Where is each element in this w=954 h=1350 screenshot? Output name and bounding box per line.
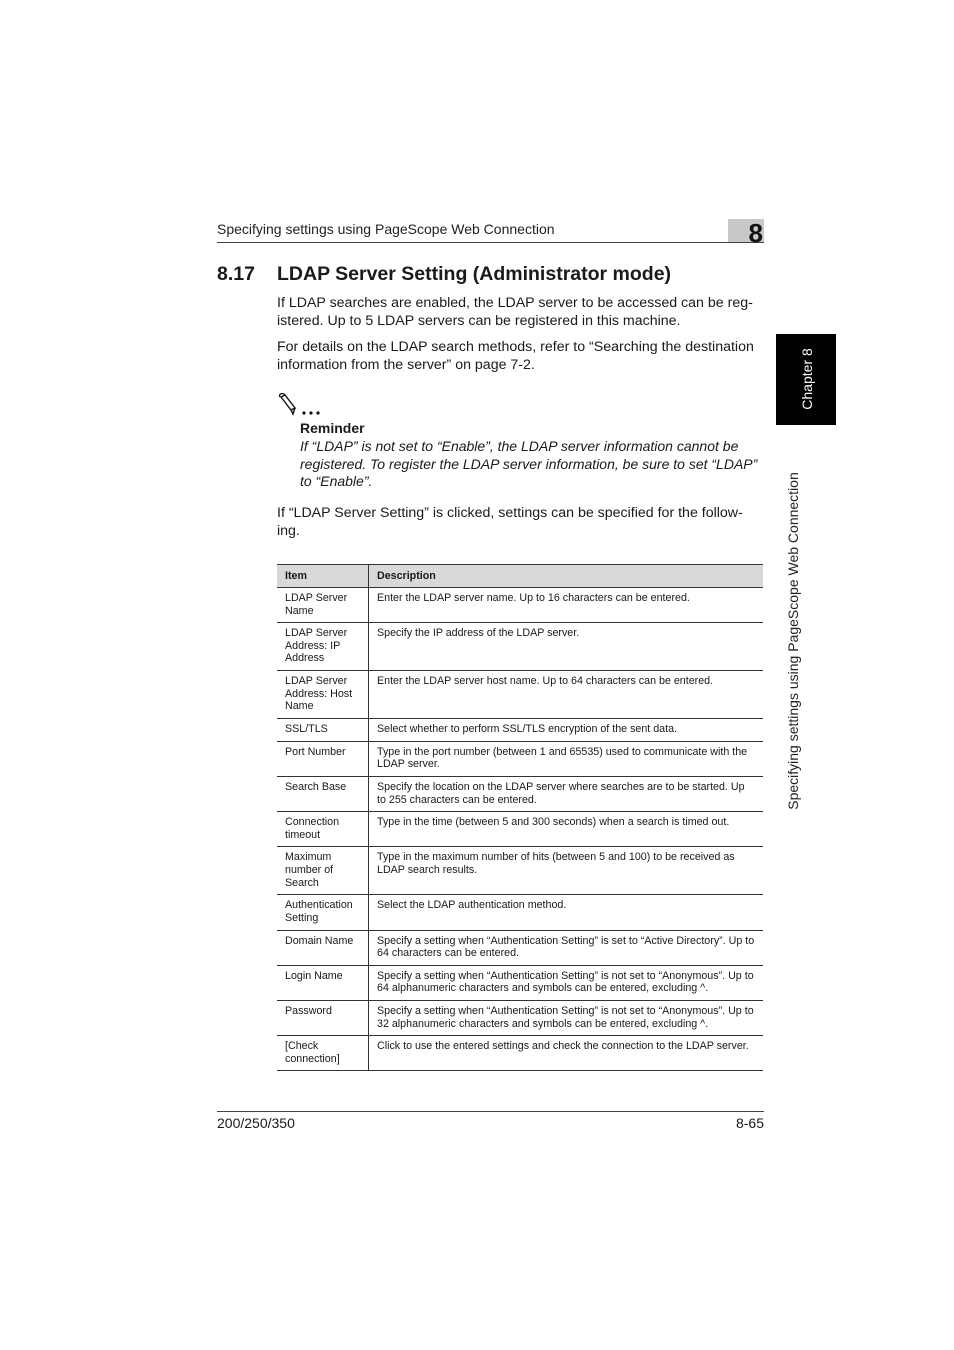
column-header-item: Item — [277, 565, 369, 588]
table-row — [277, 965, 763, 1000]
item-cell: Password — [277, 1000, 369, 1035]
table-row — [277, 588, 763, 623]
chapter-number-box — [728, 218, 764, 248]
description-cell: Specify the IP address of the LDAP server. — [369, 623, 764, 671]
description-cell: Type in the maximum number of hits (between 5 and 100) to be received as LDAP search results. — [369, 847, 764, 895]
running-header-title: Specifying settings using PageScope Web Connection — [217, 221, 555, 237]
table-row — [277, 719, 763, 742]
description-cell: Select whether to perform SSL/TLS encryption of the sent data. — [369, 719, 764, 742]
description-cell: Specify a setting when “Authentication Setting” is set to “Active Directory”. Up to 64 characters can be entered. — [369, 930, 764, 965]
column-header-description: Description — [369, 565, 764, 588]
item-cell: LDAP Server Address: IP Address — [277, 623, 369, 671]
item-cell: Search Base — [277, 776, 369, 811]
reminder-text: If “LDAP” is not set to “Enable”, the LDAP server information cannot be registered. To register the LDAP server information, be sure to set “LDAP” to “Enable”. — [300, 438, 758, 490]
reminder-heading: Reminder — [300, 420, 365, 436]
item-cell: LDAP Server Address: Host Name — [277, 671, 369, 719]
table-row — [277, 741, 763, 776]
description-cell: Specify the location on the LDAP server where searches are to be started. Up to 255 characters can be entered. — [369, 776, 764, 811]
table-row — [277, 847, 763, 895]
table-row — [277, 812, 763, 847]
running-header — [217, 218, 764, 248]
item-cell: LDAP Server Name — [277, 588, 369, 623]
description-cell: Type in the port number (between 1 and 65535) used to communicate with the LDAP server. — [369, 741, 764, 776]
intro-paragraph: If LDAP searches are enabled, the LDAP server to be accessed can be reg-istered. Up to 5 LDAP servers can be registered in this machine. — [277, 295, 753, 329]
description-cell: Specify a setting when “Authentication Setting” is not set to “Anonymous”. Up to 64 alphanumeric characters and symbols can be entered, excluding ^. — [369, 965, 764, 1000]
item-cell: Domain Name — [277, 930, 369, 965]
table-header-row — [277, 565, 763, 588]
item-cell: Connection timeout — [277, 812, 369, 847]
item-cell: Port Number — [277, 741, 369, 776]
chapter-side-tab — [776, 334, 836, 425]
table-row — [277, 776, 763, 811]
ldap-settings-table — [277, 564, 763, 1071]
footer-page-number: 8-65 — [735, 1115, 764, 1131]
description-cell: Enter the LDAP server host name. Up to 64 characters can be entered. — [369, 671, 764, 719]
description-cell: Type in the time (between 5 and 300 seconds) when a search is timed out. — [369, 812, 764, 847]
section-number: 8.17 — [217, 263, 255, 285]
chapter-side-tab-label: Chapter 8 — [799, 348, 815, 410]
table-row — [277, 1036, 763, 1071]
footer-model: 200/250/350 — [217, 1115, 295, 1131]
item-cell: SSL/TLS — [277, 719, 369, 742]
pencil-icon — [278, 393, 326, 417]
table-row — [277, 1000, 763, 1035]
table-row — [277, 623, 763, 671]
item-cell: Authentication Setting — [277, 895, 369, 930]
description-cell: Select the LDAP authentication method. — [369, 895, 764, 930]
description-cell: Click to use the entered settings and check the connection to the LDAP server. — [369, 1036, 764, 1071]
footer-rule — [217, 1111, 764, 1112]
settings-intro-paragraph: If “LDAP Server Setting” is clicked, settings can be specified for the follow-ing. — [277, 505, 743, 539]
item-cell: [Check connection] — [277, 1036, 369, 1071]
details-paragraph: For details on the LDAP search methods, refer to “Searching the destination information from the server” on page 7-2. — [277, 339, 754, 373]
item-cell: Login Name — [277, 965, 369, 1000]
description-cell: Specify a setting when “Authentication Setting” is not set to “Anonymous”. Up to 32 alphanumeric characters and symbols can be entered, excluding ^. — [369, 1000, 764, 1035]
description-cell: Enter the LDAP server name. Up to 16 characters can be entered. — [369, 588, 764, 623]
table-row — [277, 671, 763, 719]
section-heading — [217, 263, 671, 286]
section-title: LDAP Server Setting (Administrator mode) — [277, 263, 672, 285]
chapter-number: 8 — [748, 218, 763, 248]
side-vertical-title: Specifying settings using PageScope Web Connection — [785, 472, 801, 810]
table-row — [277, 895, 763, 930]
table-row — [277, 930, 763, 965]
item-cell: Maximum number of Search — [277, 847, 369, 895]
